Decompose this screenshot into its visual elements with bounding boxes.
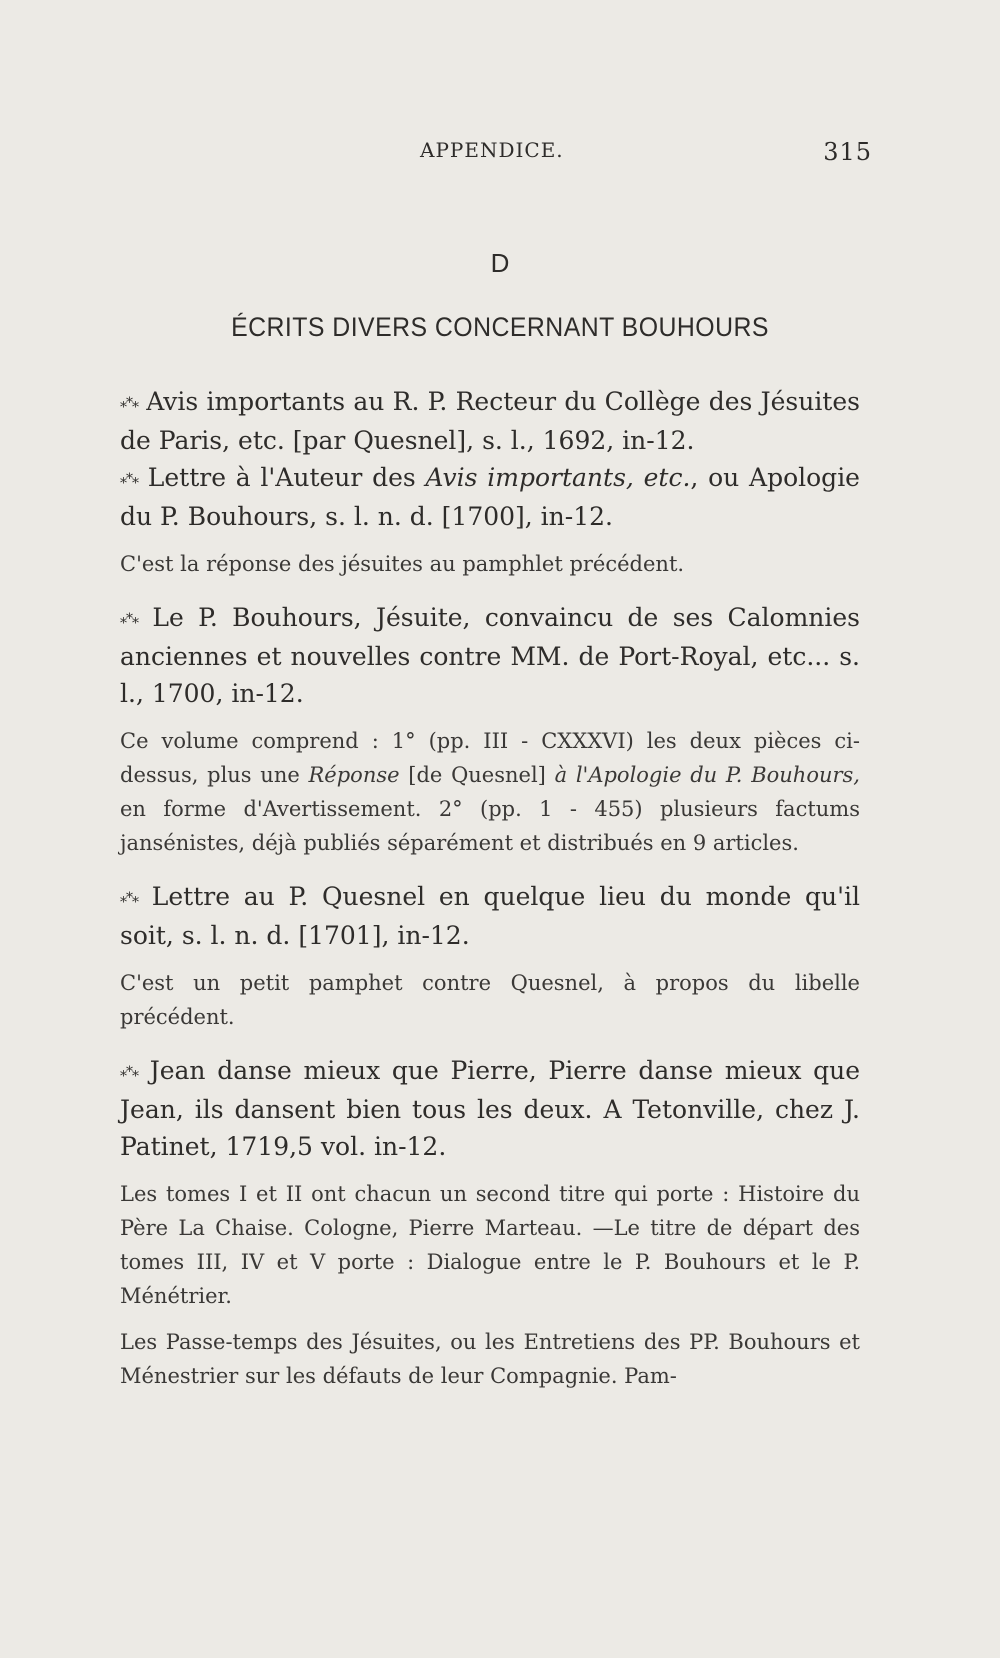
entry-note: Les Passe-temps des Jésuites, ou les Entretiens des PP. Bouhours et Ménestrier sur les défauts de leur Compagnie. Pam- (120, 1330, 860, 1388)
note-text: Ce volume comprend : 1° (pp. III - CXXXVI) les deux pièces ci-dessus, plus une (120, 729, 860, 787)
entry-5 (120, 1052, 860, 1165)
asterism-icon: ⁎*⁎ (120, 471, 138, 487)
section-letter: D (490, 248, 510, 278)
page-number: 315 (823, 138, 872, 166)
note-italic: à l'Apologie du P. Bouhours, (554, 763, 860, 787)
entry-text: , ou Apologie du P. Bouhours, s. l. n. d. [1700], in-12. (120, 463, 860, 531)
entry-text: Lettre au P. Quesnel en quelque lieu du monde qu'il soit, s. l. n. d. [1701], in-12. (120, 882, 860, 950)
entry-1 (120, 383, 860, 459)
note-italic: Réponse (308, 763, 400, 787)
entry-note: Les tomes I et II ont chacun un second titre qui porte : Histoire du Père La Chaise. Cologne, Pierre Marteau. —Le titre de départ des tomes III, IV et V porte : Dialogue entre le P. Bouhours et le P. Ménétrier. (120, 1182, 860, 1308)
entry-3 (120, 599, 860, 712)
entry-4 (120, 878, 860, 954)
asterism-icon: ⁎*⁎ (120, 890, 138, 906)
asterism-icon: ⁎*⁎ (120, 1064, 138, 1080)
note-text: en forme d'Avertissement. 2° (pp. 1 - 455) plusieurs factums jansénistes, déjà publiés séparément et distribués en 9 articles. (120, 797, 860, 855)
asterism-icon: ⁎*⁎ (120, 395, 138, 411)
entry-text: Le P. Bouhours, Jésuite, convaincu de ses Calomnies anciennes et nouvelles contre MM. de Port-Royal, etc... s. l., 1700, in-12. (120, 603, 860, 708)
entry-2 (120, 459, 860, 535)
asterism-icon: ⁎*⁎ (120, 611, 138, 627)
entry-text: Jean danse mieux que Pierre, Pierre danse mieux que Jean, ils dansent bien tous les deux. A Tetonville, chez J. Patinet, 1719,5 vol. in-12. (120, 1056, 860, 1161)
section-title: ÉCRITS DIVERS CONCERNANT BOUHOURS (231, 312, 769, 342)
entry-italic-title: Avis importants, etc. (425, 463, 691, 492)
entry-text: Avis importants au R. P. Recteur du Collège des Jésuites de Paris, etc. [par Quesnel], s. l., 1692, in-12. (120, 387, 860, 455)
body-text (120, 383, 860, 1393)
entry-note (120, 724, 860, 860)
note-text: [de Quesnel] (399, 763, 555, 787)
entry-note: C'est un petit pamphet contre Quesnel, à propos du libelle précédent. (120, 971, 860, 1029)
entry-text: Lettre à l'Auteur des (147, 463, 426, 492)
running-title: APPENDICE. (420, 138, 564, 162)
entry-note: C'est la réponse des jésuites au pamphlet précédent. (120, 552, 685, 576)
